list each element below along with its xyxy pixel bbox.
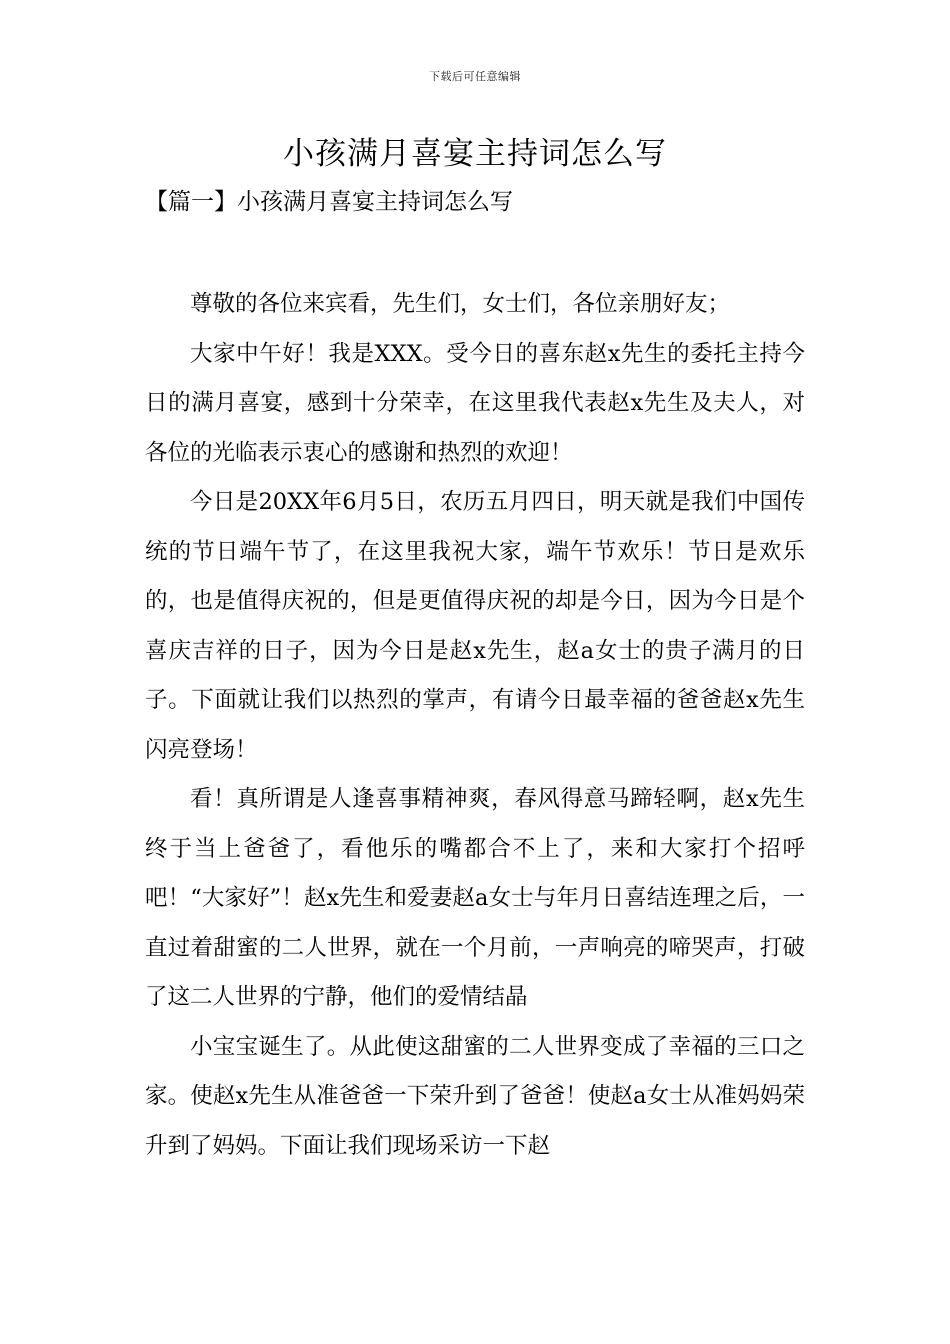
- paragraph-greeting: 尊敬的各位来宾看，先生们，女士们，各位亲朋好友；: [190, 291, 731, 317]
- paragraph-introduction: 大家中午好！我是XXX。受今日的喜东赵x先生的委托主持今日的满月喜宴，感到十分荣幸，在这里我代表赵x先生及夫人，对各位的光临表示衷心的感谢和热烈的欢迎！: [145, 340, 805, 466]
- body-text: [145, 280, 805, 1171]
- section-heading: 【篇一】小孩满月喜宴主持词怎么写: [145, 189, 513, 215]
- document-title: 小孩满月喜宴主持词怎么写: [283, 136, 667, 172]
- paragraph-baby: 小宝宝诞生了。从此使这甜蜜的二人世界变成了幸福的三口之家。使赵x先生从准爸爸一下荣升到了爸爸！使赵a女士从准妈妈荣升到了妈妈。下面让我们现场采访一下赵: [145, 1033, 805, 1159]
- header-note: 下载后可任意编辑: [429, 70, 521, 83]
- paragraph-date: 今日是20XX年6月5日，农历五月四日，明天就是我们中国传统的节日端午节了，在这里我祝大家，端午节欢乐！节日是欢乐的，也是值得庆祝的，但是更值得庆祝的却是今日，因为今日是个喜庆吉祥的日子，因为今日是赵x先生，赵a女士的贵子满月的日子。下面就让我们以热烈的掌声，有请今日最幸福的爸爸赵x先生闪亮登场！: [145, 489, 805, 763]
- paragraph-father: 看！真所谓是人逢喜事精神爽，春风得意马蹄轻啊，赵x先生终于当上爸爸了，看他乐的嘴都合不上了，来和大家打个招呼吧！“大家好”！赵x先生和爱妻赵a女士与年月日喜结连理之后，一直过着甜蜜的二人世界，就在一个月前，一声响亮的啼哭声，打破了这二人世界的宁静，他们的爱情结晶: [145, 786, 805, 1010]
